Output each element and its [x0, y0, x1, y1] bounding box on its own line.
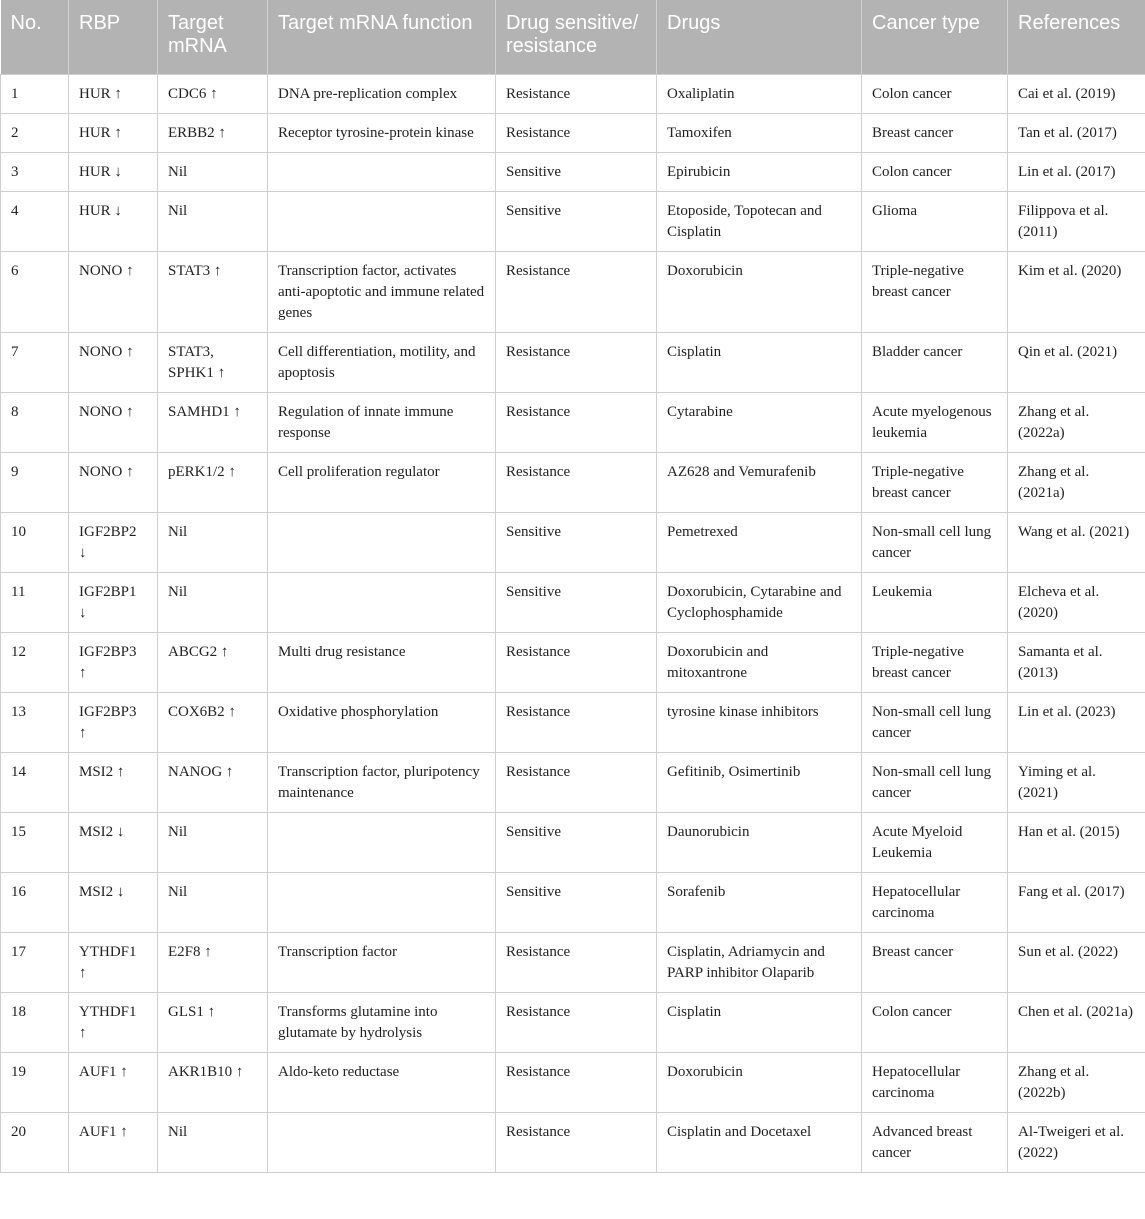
cell-drug-sensitivity: Resistance	[496, 692, 657, 752]
cell-references: Tan et al. (2017)	[1008, 113, 1145, 152]
cell-references: Fang et al. (2017)	[1008, 872, 1145, 932]
cell-target-mrna-function	[268, 812, 496, 872]
cell-rbp: MSI2 ↓	[69, 872, 158, 932]
cell-rbp: IGF2BP3 ↑	[69, 632, 158, 692]
cell-references: Qin et al. (2021)	[1008, 332, 1145, 392]
cell-no: 8	[1, 392, 69, 452]
cell-target-mrna: Nil	[158, 572, 268, 632]
cell-target-mrna-function	[268, 572, 496, 632]
cell-references: Han et al. (2015)	[1008, 812, 1145, 872]
table-row	[1, 113, 1145, 152]
cell-drug-sensitivity: Sensitive	[496, 512, 657, 572]
cell-target-mrna-function: Transcription factor, pluripotency maintenance	[268, 752, 496, 812]
cell-cancer-type: Glioma	[862, 191, 1008, 251]
column-header-references: References	[1008, 0, 1145, 74]
cell-drug-sensitivity: Resistance	[496, 113, 657, 152]
cell-rbp: IGF2BP2 ↓	[69, 512, 158, 572]
cell-cancer-type: Triple-negative breast cancer	[862, 452, 1008, 512]
cell-drug-sensitivity: Resistance	[496, 332, 657, 392]
cell-rbp: NONO ↑	[69, 392, 158, 452]
cell-no: 2	[1, 113, 69, 152]
cell-target-mrna-function: Multi drug resistance	[268, 632, 496, 692]
header-row	[1, 0, 1145, 74]
cell-drugs: Doxorubicin and mitoxantrone	[657, 632, 862, 692]
cell-target-mrna-function: Receptor tyrosine-protein kinase	[268, 113, 496, 152]
cell-cancer-type: Acute Myeloid Leukemia	[862, 812, 1008, 872]
cell-rbp: YTHDF1 ↑	[69, 932, 158, 992]
cell-rbp: NONO ↑	[69, 452, 158, 512]
cell-target-mrna-function: Regulation of innate immune response	[268, 392, 496, 452]
cell-drugs: Sorafenib	[657, 872, 862, 932]
cell-target-mrna: NANOG ↑	[158, 752, 268, 812]
cell-references: Cai et al. (2019)	[1008, 74, 1145, 113]
cell-drugs: Cisplatin	[657, 332, 862, 392]
cell-no: 3	[1, 152, 69, 191]
cell-drugs: Gefitinib, Osimertinib	[657, 752, 862, 812]
cell-target-mrna: ABCG2 ↑	[158, 632, 268, 692]
table-row	[1, 1052, 1145, 1112]
cell-no: 1	[1, 74, 69, 113]
cell-target-mrna: E2F8 ↑	[158, 932, 268, 992]
cell-target-mrna-function: DNA pre-replication complex	[268, 74, 496, 113]
table-row	[1, 191, 1145, 251]
table-row	[1, 251, 1145, 332]
cell-rbp: HUR ↑	[69, 113, 158, 152]
cell-references: Wang et al. (2021)	[1008, 512, 1145, 572]
cell-target-mrna: CDC6 ↑	[158, 74, 268, 113]
cell-no: 15	[1, 812, 69, 872]
cell-target-mrna: SAMHD1 ↑	[158, 392, 268, 452]
cell-drugs: Etoposide, Topotecan and Cisplatin	[657, 191, 862, 251]
cell-target-mrna-function	[268, 872, 496, 932]
cell-drugs: Pemetrexed	[657, 512, 862, 572]
table-row	[1, 572, 1145, 632]
cell-target-mrna: Nil	[158, 812, 268, 872]
table-row	[1, 932, 1145, 992]
cell-rbp: AUF1 ↑	[69, 1052, 158, 1112]
cell-cancer-type: Acute myelogenous leukemia	[862, 392, 1008, 452]
cell-drug-sensitivity: Sensitive	[496, 572, 657, 632]
column-header-no: No.	[1, 0, 69, 74]
table-row	[1, 992, 1145, 1052]
table-header	[1, 0, 1145, 74]
cell-drugs: tyrosine kinase inhibitors	[657, 692, 862, 752]
table-row	[1, 332, 1145, 392]
cell-target-mrna: pERK1/2 ↑	[158, 452, 268, 512]
column-header-drug-sensitivity: Drug sensitive/ resistance	[496, 0, 657, 74]
table-body	[1, 74, 1145, 1172]
cell-target-mrna-function	[268, 191, 496, 251]
cell-references: Zhang et al. (2022b)	[1008, 1052, 1145, 1112]
cell-cancer-type: Colon cancer	[862, 152, 1008, 191]
table-row	[1, 692, 1145, 752]
column-header-cancer-type: Cancer type	[862, 0, 1008, 74]
cell-target-mrna-function: Cell proliferation regulator	[268, 452, 496, 512]
table-row	[1, 1112, 1145, 1172]
cell-target-mrna: AKR1B10 ↑	[158, 1052, 268, 1112]
cell-rbp: AUF1 ↑	[69, 1112, 158, 1172]
cell-rbp: MSI2 ↑	[69, 752, 158, 812]
cell-drugs: Doxorubicin, Cytarabine and Cyclophosphamide	[657, 572, 862, 632]
column-header-drugs: Drugs	[657, 0, 862, 74]
cell-drug-sensitivity: Resistance	[496, 251, 657, 332]
cell-target-mrna-function: Transcription factor	[268, 932, 496, 992]
cell-references: Chen et al. (2021a)	[1008, 992, 1145, 1052]
cell-drug-sensitivity: Resistance	[496, 74, 657, 113]
cell-cancer-type: Hepatocellular carcinoma	[862, 1052, 1008, 1112]
cell-references: Sun et al. (2022)	[1008, 932, 1145, 992]
cell-no: 4	[1, 191, 69, 251]
cell-drug-sensitivity: Resistance	[496, 392, 657, 452]
table-row	[1, 392, 1145, 452]
table-row	[1, 74, 1145, 113]
cell-drug-sensitivity: Sensitive	[496, 872, 657, 932]
cell-drugs: Cisplatin and Docetaxel	[657, 1112, 862, 1172]
cell-drug-sensitivity: Sensitive	[496, 191, 657, 251]
cell-drugs: Cisplatin	[657, 992, 862, 1052]
cell-cancer-type: Bladder cancer	[862, 332, 1008, 392]
cell-drugs: Epirubicin	[657, 152, 862, 191]
cell-drug-sensitivity: Resistance	[496, 452, 657, 512]
cell-rbp: YTHDF1 ↑	[69, 992, 158, 1052]
cell-cancer-type: Breast cancer	[862, 113, 1008, 152]
cell-drug-sensitivity: Resistance	[496, 932, 657, 992]
cell-no: 16	[1, 872, 69, 932]
column-header-target-mrna: Target mRNA	[158, 0, 268, 74]
table-row	[1, 152, 1145, 191]
cell-drug-sensitivity: Sensitive	[496, 812, 657, 872]
table-row	[1, 872, 1145, 932]
table-row	[1, 812, 1145, 872]
table-row	[1, 512, 1145, 572]
cell-drug-sensitivity: Resistance	[496, 632, 657, 692]
table-row	[1, 752, 1145, 812]
cell-target-mrna: GLS1 ↑	[158, 992, 268, 1052]
cell-drug-sensitivity: Resistance	[496, 752, 657, 812]
cell-drugs: Oxaliplatin	[657, 74, 862, 113]
column-header-target-mrna-function: Target mRNA function	[268, 0, 496, 74]
cell-references: Samanta et al. (2013)	[1008, 632, 1145, 692]
cell-no: 9	[1, 452, 69, 512]
cell-drugs: Doxorubicin	[657, 251, 862, 332]
table-row	[1, 632, 1145, 692]
cell-cancer-type: Colon cancer	[862, 992, 1008, 1052]
cell-drugs: AZ628 and Vemurafenib	[657, 452, 862, 512]
cell-target-mrna-function	[268, 512, 496, 572]
cell-cancer-type: Advanced breast cancer	[862, 1112, 1008, 1172]
cell-cancer-type: Colon cancer	[862, 74, 1008, 113]
cell-drugs: Tamoxifen	[657, 113, 862, 152]
cell-target-mrna: Nil	[158, 872, 268, 932]
cell-cancer-type: Hepatocellular carcinoma	[862, 872, 1008, 932]
cell-target-mrna-function	[268, 1112, 496, 1172]
cell-no: 10	[1, 512, 69, 572]
cell-rbp: NONO ↑	[69, 332, 158, 392]
cell-rbp: IGF2BP3 ↑	[69, 692, 158, 752]
cell-no: 18	[1, 992, 69, 1052]
cell-no: 12	[1, 632, 69, 692]
cell-target-mrna: Nil	[158, 191, 268, 251]
cell-rbp: IGF2BP1 ↓	[69, 572, 158, 632]
cell-target-mrna: COX6B2 ↑	[158, 692, 268, 752]
cell-no: 20	[1, 1112, 69, 1172]
cell-target-mrna-function: Transcription factor, activates anti-apoptotic and immune related genes	[268, 251, 496, 332]
cell-cancer-type: Triple-negative breast cancer	[862, 251, 1008, 332]
cell-no: 13	[1, 692, 69, 752]
cell-target-mrna: Nil	[158, 512, 268, 572]
cell-references: Zhang et al. (2022a)	[1008, 392, 1145, 452]
cell-target-mrna: Nil	[158, 1112, 268, 1172]
cell-references: Lin et al. (2017)	[1008, 152, 1145, 191]
cell-rbp: NONO ↑	[69, 251, 158, 332]
cell-no: 14	[1, 752, 69, 812]
cell-drug-sensitivity: Resistance	[496, 1052, 657, 1112]
cell-rbp: HUR ↓	[69, 191, 158, 251]
cell-no: 19	[1, 1052, 69, 1112]
cell-no: 17	[1, 932, 69, 992]
cell-cancer-type: Breast cancer	[862, 932, 1008, 992]
cell-drugs: Doxorubicin	[657, 1052, 862, 1112]
cell-no: 7	[1, 332, 69, 392]
cell-drugs: Cytarabine	[657, 392, 862, 452]
cell-target-mrna: ERBB2 ↑	[158, 113, 268, 152]
cell-references: Al-Tweigeri et al. (2022)	[1008, 1112, 1145, 1172]
cell-drugs: Cisplatin, Adriamycin and PARP inhibitor Olaparib	[657, 932, 862, 992]
cell-rbp: MSI2 ↓	[69, 812, 158, 872]
cell-drugs: Daunorubicin	[657, 812, 862, 872]
cell-cancer-type: Non-small cell lung cancer	[862, 692, 1008, 752]
cell-cancer-type: Non-small cell lung cancer	[862, 752, 1008, 812]
cell-rbp: HUR ↓	[69, 152, 158, 191]
cell-references: Lin et al. (2023)	[1008, 692, 1145, 752]
cell-target-mrna: STAT3 ↑	[158, 251, 268, 332]
cell-cancer-type: Non-small cell lung cancer	[862, 512, 1008, 572]
cell-references: Elcheva et al. (2020)	[1008, 572, 1145, 632]
cell-references: Yiming et al. (2021)	[1008, 752, 1145, 812]
cell-target-mrna-function	[268, 152, 496, 191]
cell-target-mrna-function: Aldo-keto reductase	[268, 1052, 496, 1112]
table-row	[1, 452, 1145, 512]
cell-cancer-type: Leukemia	[862, 572, 1008, 632]
cell-references: Filippova et al. (2011)	[1008, 191, 1145, 251]
cell-target-mrna-function: Oxidative phosphorylation	[268, 692, 496, 752]
cell-no: 6	[1, 251, 69, 332]
cell-target-mrna: Nil	[158, 152, 268, 191]
cell-drug-sensitivity: Resistance	[496, 992, 657, 1052]
cell-drug-sensitivity: Resistance	[496, 1112, 657, 1172]
cell-target-mrna-function: Transforms glutamine into glutamate by hydrolysis	[268, 992, 496, 1052]
cell-target-mrna: STAT3, SPHK1 ↑	[158, 332, 268, 392]
cell-rbp: HUR ↑	[69, 74, 158, 113]
cell-references: Zhang et al. (2021a)	[1008, 452, 1145, 512]
cell-cancer-type: Triple-negative breast cancer	[862, 632, 1008, 692]
cell-drug-sensitivity: Sensitive	[496, 152, 657, 191]
cell-no: 11	[1, 572, 69, 632]
cell-target-mrna-function: Cell differentiation, motility, and apoptosis	[268, 332, 496, 392]
column-header-rbp: RBP	[69, 0, 158, 74]
cell-references: Kim et al. (2020)	[1008, 251, 1145, 332]
